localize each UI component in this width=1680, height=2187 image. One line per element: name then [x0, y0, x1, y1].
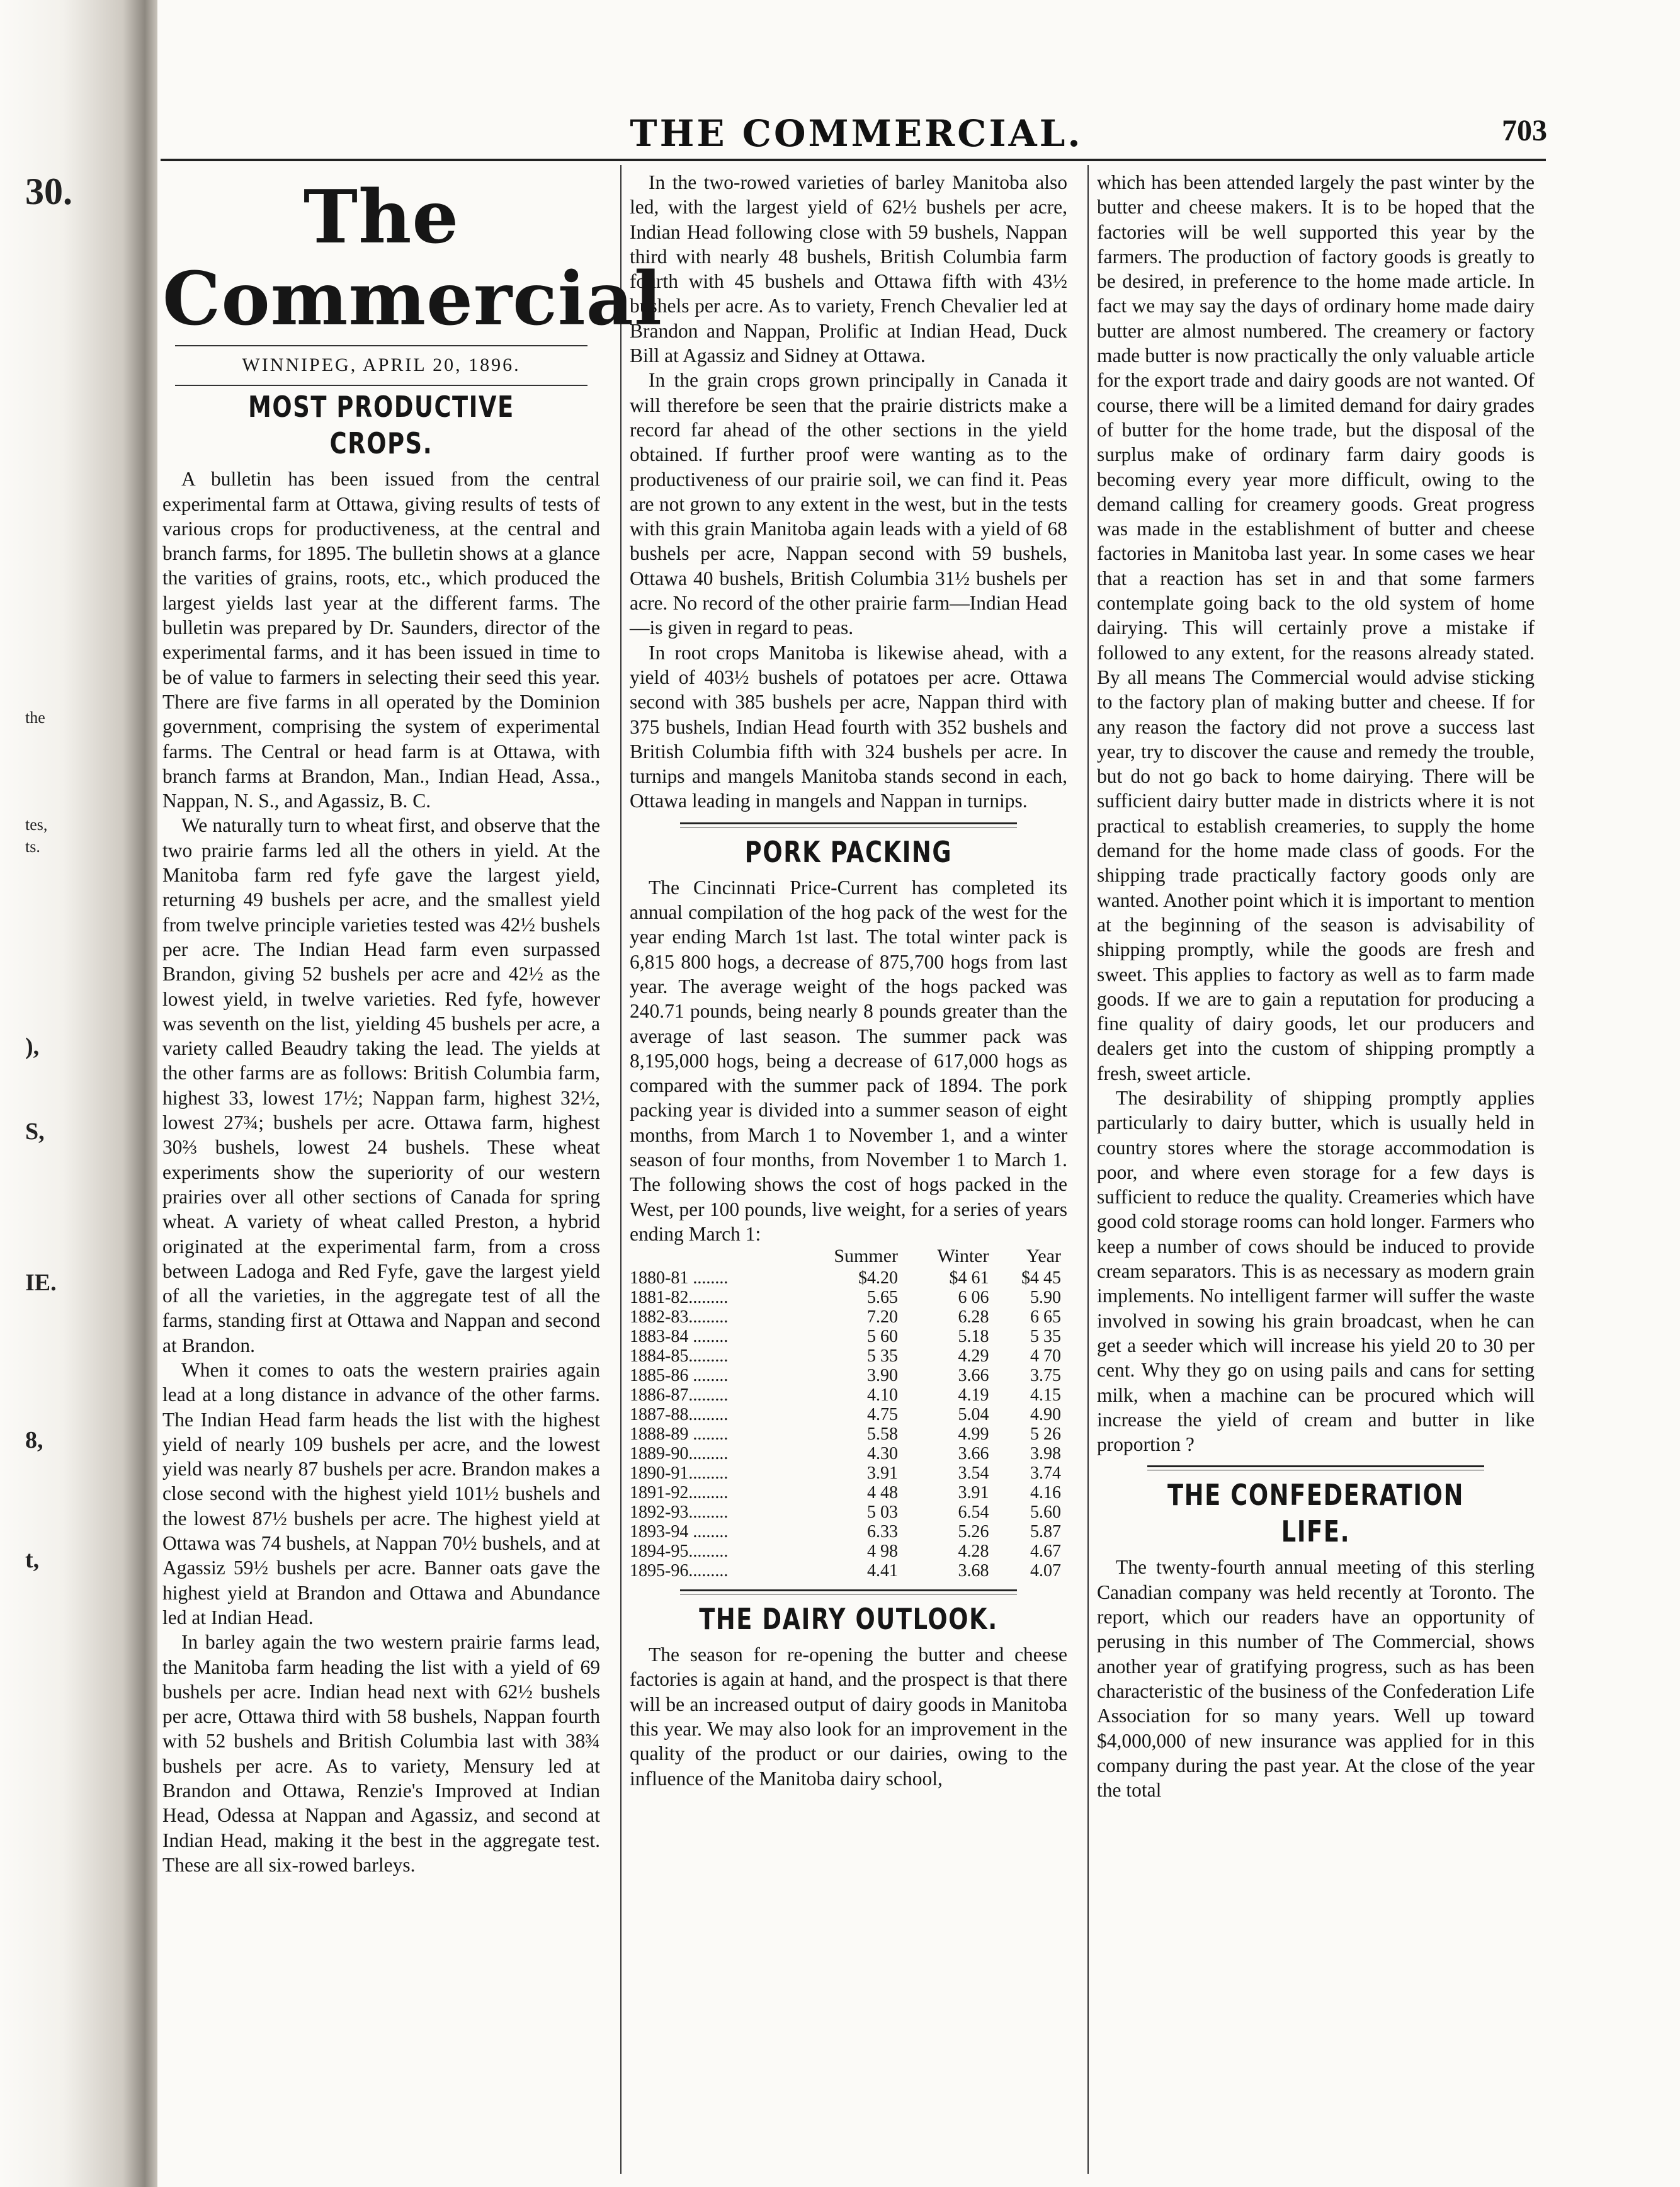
table-cell: 4 70 — [1030, 1346, 1061, 1366]
article-paragraph: The desirability of shipping promptly applies particularly to dairy butter, which is usually held in country stores where the storage accommodation is poor, and where even storage for a few days is sufficient to reduce the quality. Creameries which have good cold storage rooms can hold longer. Farmers who keep a number of cows should be induced to provide cream separators. This is as necessary as modern grain implements. No intelligent farmer will suffer the waste involved in sowing his grain broadcast, when he can get a seeder which will increase his yield 20 to 30 per cent. Why they go on using pails and cans for setting milk, when a machine can be procured which will increase the yield of cream and butter in like proportion ? — [1097, 1086, 1535, 1456]
table-cell: 4.41 — [867, 1561, 899, 1581]
table-row — [630, 1522, 1067, 1542]
table-cell: $4 45 — [1021, 1268, 1061, 1288]
table-cell: 5 35 — [867, 1346, 899, 1366]
table-cell: 1887-88......... — [630, 1405, 729, 1425]
margin-fragment: 8, — [25, 1427, 43, 1453]
column-divider — [1087, 165, 1089, 2174]
table-cell: 1884-85......... — [630, 1346, 729, 1366]
table-cell: 4.28 — [958, 1542, 989, 1562]
column-1 — [162, 170, 663, 1877]
table-row — [630, 1542, 1067, 1561]
hog-cost-table — [630, 1246, 1067, 1581]
running-head: THE COMMERCIAL. — [630, 112, 1083, 155]
headline-dairy-outlook: THE DAIRY OUTLOOK. — [699, 1602, 998, 1637]
table-cell: 5.65 — [867, 1288, 899, 1308]
table-cell: 6.28 — [958, 1307, 989, 1327]
margin-fragment: tes, — [25, 815, 48, 834]
table-cell: 5.26 — [958, 1522, 989, 1542]
table-cell: 3.98 — [1030, 1444, 1061, 1464]
table-cell: 4.30 — [867, 1444, 899, 1464]
column-divider — [620, 165, 621, 2174]
section-rule — [680, 822, 1017, 827]
table-cell: 3.66 — [958, 1444, 989, 1464]
table-row — [630, 1307, 1067, 1327]
table-cell: 3.68 — [958, 1561, 989, 1581]
table-cell: 5.87 — [1030, 1522, 1061, 1542]
table-cell: 1895-96......... — [630, 1561, 729, 1581]
margin-fragment: t, — [25, 1547, 40, 1573]
article-paragraph: The season for re-opening the butter and cheese factories is again at hand, and the prospect is that there will be an increased output of dairy goods in Manitoba this year. We may also look for an improvement in the quality of the product or our dairies, owing to the influence of the Manitoba dairy school, — [630, 1644, 1067, 1790]
dateline-rule — [175, 385, 587, 386]
column-3 — [1097, 170, 1535, 1802]
table-cell: 3.91 — [958, 1483, 989, 1503]
table-cell: 1888-89 ........ — [630, 1424, 729, 1445]
article-paragraph: When it comes to oats the western prairies again lead at a long distance in advance of the other farms. The Indian Head farm heads the list with the highest yield of nearly 109 bushels per acre, and the lowest yield was nearly 87 bushels per acre. Brandon makes a close second with the highest yield 101½ bushels and the lowest 87½ bushels per acre. The highest yield at Ottawa was 74 bushels, at Nappan 70½ bushels, and at Agassiz 59½ bushels per acre. Banner oats gave the highest yield at Brandon and Ottawa and Abundance led at Indian Head. — [162, 1358, 600, 1628]
table-cell: 5.18 — [958, 1327, 989, 1347]
margin-fragment: the — [25, 708, 45, 727]
table-cell: 4.10 — [867, 1385, 899, 1406]
margin-fragment: S, — [25, 1118, 45, 1145]
table-row — [630, 1561, 1067, 1581]
table-row — [630, 1424, 1067, 1444]
table-cell: 1881-82......... — [630, 1288, 729, 1308]
table-row — [630, 1366, 1067, 1385]
article-paragraph: The Cincinnati Price-Current has completed its annual compilation of the hog pack of the west for the year ending March 1st last. The total winter pack is 6,815 800 hogs, a decrease of 875,700 hogs from last year. The average weight of the hogs packed was 240.71 pounds, being nearly 8 pounds greater than the average of last season. The summer pack was 8,195,000 hogs, being a decrease of 617,000 hogs as compared with the summer pack of 1894. The pork packing year is divided into a summer season of eight months, from March 1 to November 1, and a winter season of four months, from November 1 to March 1. The following shows the cost of hogs packed in the West, per 100 pounds, live weight, for a series of years ending March 1: — [630, 876, 1067, 1245]
table-cell: 5 60 — [867, 1327, 899, 1347]
table-cell: 3.66 — [958, 1366, 989, 1386]
table-cell: 1891-92......... — [630, 1483, 729, 1503]
table-row — [630, 1268, 1067, 1288]
table-row — [630, 1502, 1067, 1522]
table-cell: 1890-91......... — [630, 1463, 729, 1484]
table-cell: 5 35 — [1030, 1327, 1061, 1347]
column-2 — [630, 170, 1067, 1791]
article-paragraph: We naturally turn to wheat first, and observe that the two prairie farms led all the others in yield. At the Manitoba farm red fyfe gave the largest yield, returning 49 bushels per acre, and the smallest yield from twelve principle varieties tested was 42½ bushels per acre. The Indian Head farm even surpassed Brandon, giving 52 bushels per acre and 42½ as the lowest yield, in twelve varieties. Red fyfe, however was seventh on the list, yielding 45 bushels per acre, a variety called Beaudry taking the lead. The yields at the other farms are as follows: British Columbia farm, highest 33, lowest 17½; Nappan farm, highest 32½, lowest 27¾; bushels per acre. Ottawa farm, highest 30⅔ bushels, lowest 24 bushels. These wheat experiments show the superiority of our western prairies over all other sections of Canada for spring wheat. A variety of wheat called Preston, a hybrid originated at the experimental farm, from a cross between Ladoga and Red Fyfe, gave the largest yield of all the varieties, in the aggregate test of all the farms, standing first at Ottawa and Nappan and second at Brandon. — [162, 814, 600, 1356]
table-cell: 5 26 — [1030, 1424, 1061, 1445]
table-cell: 3.54 — [958, 1463, 989, 1484]
article-paragraph: The twenty-fourth annual meeting of this sterling Canadian company was held recently at Toronto. The report, which our readers have an opportunity of perusing in this number of The Commercial, shows another year of gratifying progress, such as has been characteristic of the business of the Confederation Life Association for so many years. Well up toward $4,000,000 of new insurance was applied for in this company during the past year. At the close of the year the total — [1097, 1556, 1535, 1802]
section-rule — [680, 1589, 1017, 1594]
table-row — [630, 1346, 1067, 1366]
table-cell: 3.91 — [867, 1463, 899, 1484]
article-paragraph: which has been attended largely the past winter by the butter and cheese makers. It is to be hoped that the factories will be well supported this year by the farmers. The production of factory goods is greatly to be desired, in preference to the home made article. In fact we may say the days of ordinary home made dairy butter are almost numbered. The creamery or factory made butter is now practically the only valuable article for the export trade and dairy goods are not wanted. Of course, there will be a limited demand for dairy grades of butter for the home trade, but the disposal of the surplus make of ordinary farm dairy goods is becoming every year more difficult, owing to the demand calling for creamery goods. Great progress was made in the establishment of butter and cheese factories in Manitoba last year. In some cases we hear that a reaction has set in and that some farmers contemplate going back to the old system of home dairying. This will certainly prove a mistake if followed to any extent, for the reasons already stated. By all means The Commercial would advise sticking to the factory plan of making butter and cheese. If for any reason the factory did not prove a success last year, try to discover the cause and remedy the trouble, but do not go back to home dairying. There will be sufficient dairy butter made in districts where it is not practical to establish creameries, to supply the home demand for the home made class of goods. For the shipping trade practically factory goods only are wanted. Another point which it is important to mention at the beginning of the season is advisability of shipping promptly, while the goods are fresh and sweet. This applies to factory as well as to farm made goods. If we are to gain a reputation for producing a fine quality of dairy goods, let our producers and dealers get into the custom of shipping promptly a fresh, sweet article. — [1097, 171, 1535, 1084]
table-cell: 3.90 — [867, 1366, 899, 1386]
table-header — [630, 1246, 794, 1268]
table-cell: 4 48 — [867, 1483, 899, 1503]
table-cell: 1880-81 ........ — [630, 1268, 729, 1288]
table-cell: 4.07 — [1030, 1561, 1061, 1581]
table-cell: 1883-84 ........ — [630, 1327, 729, 1347]
table-cell: 5 03 — [867, 1502, 899, 1523]
margin-fragment: 30. — [25, 171, 72, 212]
table-cell: 6.33 — [867, 1522, 899, 1542]
table-cell: 3.75 — [1030, 1366, 1061, 1386]
table-cell: 3.74 — [1030, 1463, 1061, 1484]
table-cell: 4.29 — [958, 1346, 989, 1366]
article-paragraph: In the two-rowed varieties of barley Manitoba also led, with the largest yield of 62½ bushels per acre, Indian Head following close with 59 bushels, Nappan third with nearly 48 bushels, British Columbia farm fourth with 45 bushels and Ottawa fifth with 43½ bushels per acre. As to variety, French Chevalier led at Brandon and Nappan, Prolific at Indian Head, Duck Bill at Agassiz and Sidney at Ottawa. — [630, 171, 1067, 367]
table-cell: 5.90 — [1030, 1288, 1061, 1308]
article-paragraph: A bulletin has been issued from the central experimental farm at Ottawa, giving results of tests of various crops for productiveness, at the central and branch farms, for 1895. The bulletin shows at a glance the varities of grains, roots, etc., which produced the largest yields last year at the different farms. The bulletin was prepared by Dr. Saunders, director of the experimental farms, and it has been issued in time to be of value to farmers in selecting their seed this year. There are five farms in all operated by the Dominion government, comprising the system of experimental farms. The Central or head farm is at Ottawa, with branch farms at Brandon, Man., Indian Head, Assa., Nappan, N. S., and Agassiz, B. C. — [162, 468, 600, 812]
table-cell: 6 65 — [1030, 1307, 1061, 1327]
headline-confederation-life: THE CONFEDERATION LIFE. — [1167, 1478, 1464, 1549]
table-row — [630, 1405, 1067, 1424]
article-paragraph: In the grain crops grown principally in Canada it will therefore be seen that the prairie districts make a record far ahead of the other sections in the yield obtained. If further proof were wanting as to the productiveness of our prairie soil, we can find it. Peas are not grown to any extent in the west, but in the tests with this grain Manitoba again leads with a yield of 68 bushels per acre, Nappan second with 59 bushels, Ottawa 40 bushels, British Columbia 31½ bushels per acre. No record of the other prairie farm—Indian Head—is given in regard to peas. — [630, 369, 1067, 639]
table-cell: 5.60 — [1030, 1502, 1061, 1523]
table-row — [630, 1463, 1067, 1483]
table-header: Summer — [834, 1246, 899, 1267]
margin-fragment: IE. — [25, 1270, 57, 1296]
table-cell: 4.67 — [1030, 1542, 1061, 1562]
table-cell: 4.75 — [867, 1405, 899, 1425]
article-paragraph: In root crops Manitoba is likewise ahead, with a yield of 403½ bushels of potatoes per acre. Ottawa second with 385 bushels per acre, Nappan third with 375 bushels, Indian Head fourth with 352 bushels and British Columbia fifth with 324 bushels per acre. In turnips and mangels Manitoba stands second in each, Ottawa leading in mangels and Nappan in turnips. — [630, 641, 1067, 812]
table-row — [630, 1444, 1067, 1463]
table-row — [630, 1385, 1067, 1405]
table-header: Year — [1026, 1246, 1061, 1267]
table-cell: 1889-90......... — [630, 1444, 729, 1464]
margin-fragment: ts. — [25, 838, 40, 856]
table-cell: 4.16 — [1030, 1483, 1061, 1503]
table-cell: $4 61 — [949, 1268, 989, 1288]
table-cell: 1886-87......... — [630, 1385, 729, 1406]
table-cell: $4.20 — [858, 1268, 899, 1288]
headline-pork-packing: PORK PACKING — [744, 834, 953, 869]
table-row — [630, 1288, 1067, 1307]
section-rule — [1147, 1465, 1484, 1470]
table-row — [630, 1483, 1067, 1502]
table-cell: 1885-86 ........ — [630, 1366, 729, 1386]
table-cell: 5.04 — [958, 1405, 989, 1425]
table-cell: 1893-94 ........ — [630, 1522, 729, 1542]
table-cell: 1892-93......... — [630, 1502, 729, 1523]
table-body — [630, 1268, 1067, 1581]
table-row — [630, 1327, 1067, 1346]
page-number: 703 — [1502, 114, 1547, 147]
table-cell: 4.90 — [1030, 1405, 1061, 1425]
table-header: Winter — [937, 1246, 989, 1267]
header-rule — [161, 159, 1546, 161]
masthead-rule — [175, 345, 587, 346]
dateline: WINNIPEG, APRIL 20, 1896. — [242, 355, 521, 375]
table-cell: 4.19 — [958, 1385, 989, 1406]
article-paragraph: In barley again the two western prairie farms lead, the Manitoba farm heading the list with a yield of 69 bushels per acre. Indian head next with 62½ bushels per acre, Ottawa third with 58 bushels, Nappan fourth with 52 bushels and British Columbia last with 38¾ bushels per acre. As to variety, Mensury led at Brandon and Ottawa, Renzie's Improved at Indian Head, Odessa at Nappan and Agassiz, and second at Indian Head, making it the best in the aggregate test. These are all six-rowed barleys. — [162, 1631, 600, 1876]
table-header-row — [630, 1246, 1067, 1268]
table-cell: 4.99 — [958, 1424, 989, 1445]
table-cell: 5.58 — [867, 1424, 899, 1445]
margin-fragment: ), — [25, 1033, 40, 1060]
headline-most-productive-crops: MOST PRODUCTIVE CROPS. — [248, 390, 514, 461]
table-cell: 6.54 — [958, 1502, 989, 1523]
page-margin-shadow — [0, 0, 157, 2187]
masthead-title: The Commercial — [162, 174, 663, 342]
table-cell: 4.15 — [1030, 1385, 1061, 1406]
table-cell: 1882-83......... — [630, 1307, 729, 1327]
table-cell: 7.20 — [867, 1307, 899, 1327]
table-cell: 1894-95......... — [630, 1542, 729, 1562]
table-cell: 6 06 — [958, 1288, 989, 1308]
table-cell: 4 98 — [867, 1542, 899, 1562]
